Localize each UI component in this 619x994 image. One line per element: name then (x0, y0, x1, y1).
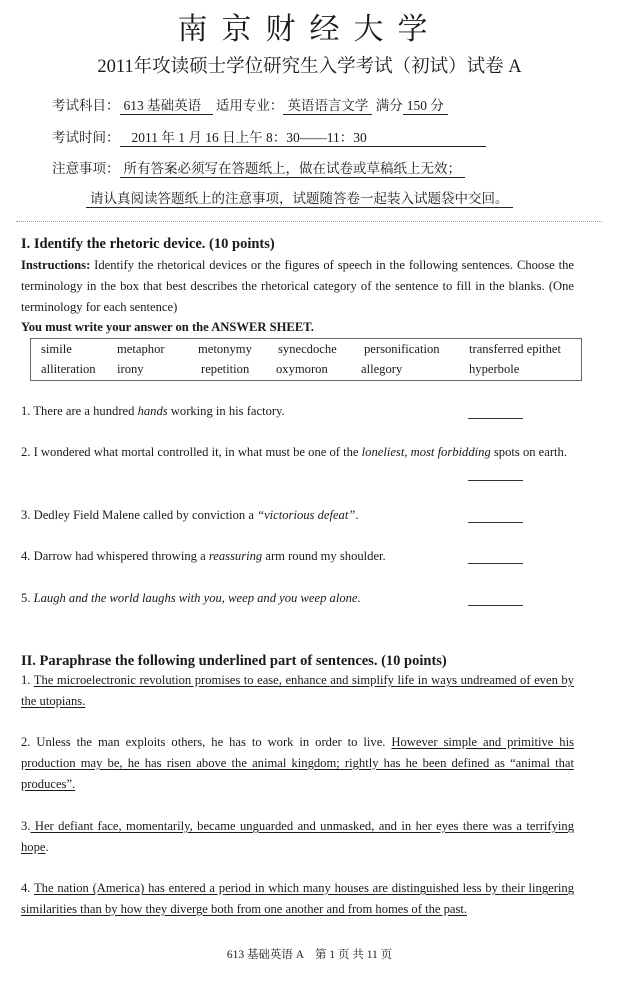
answer-sheet-note: You must write your answer on the ANSWER SHEET. (21, 320, 314, 334)
question-5: 5. Laugh and the world laughs with you, weep and you weep alone. (21, 591, 361, 605)
exam-title: 2011年攻读硕士学位研究生入学考试（初试）试卷 A (97, 57, 522, 77)
question-2: 2. I wondered what mortal controlled it, in what must be one of the loneliest, most forbidding spots on earth. (21, 445, 568, 459)
section2-heading: II. Paraphrase the following underlined part of sentences. (10 points) (21, 653, 447, 669)
subject-line (52, 94, 448, 115)
term: repetition (201, 362, 250, 376)
time-value: 2011 年 1 月 16 日上午 8：30——11：30 (120, 126, 486, 147)
question-1: 1. There are a hundred hands working in his factory. (21, 404, 285, 418)
score-value: 150 分 (403, 94, 448, 115)
page-footer: 613 基础英语 A 第 1 页 共 11 页 (226, 949, 393, 961)
paraphrase-2: 2. Unless the man exploits others, he has to work in order to live. However simple and primitive his production may be, he has risen above the animal kingdom; rightly has he been defined as “animal that produces”. (21, 735, 574, 791)
instructions-label: Instructions: (21, 258, 91, 272)
answer-blank-5 (468, 605, 523, 606)
time-line (52, 126, 486, 147)
subject-label: 考试科目： (52, 98, 120, 113)
university-name: 南京财经大学 (177, 12, 442, 47)
terminology-box (30, 338, 582, 381)
term: oxymoron (276, 362, 328, 376)
subject-value: 613 基础英语 (120, 94, 213, 115)
term: metaphor (117, 342, 165, 356)
section1-instructions (21, 255, 574, 317)
answer-blank-2 (468, 480, 523, 481)
time-label: 考试时间： (52, 130, 120, 145)
paraphrase-4: 4. The nation (America) has entered a period in which many houses are distinguished less by their lingering similarities than by how they diverge both from one another and from homes of the past. (21, 881, 574, 916)
term: irony (117, 362, 144, 376)
term: hyperbole (469, 362, 520, 376)
paraphrase-3: 3. Her defiant face, momentarily, became unguarded and unmasked, and in her eyes there was a terrifying hope. (21, 819, 574, 854)
term: allegory (361, 362, 403, 376)
note-1: 所有答案必须写在答题纸上，做在试卷或草稿纸上无效； (120, 157, 466, 178)
divider (16, 221, 602, 222)
score-label: 满分 (375, 98, 403, 113)
term: alliteration (41, 362, 96, 376)
note-2: 请认真阅读答题纸上的注意事项，试题随答卷一起装入试题袋中交回。 (86, 187, 513, 208)
major-label: 适用专业： (215, 98, 284, 113)
term: synecdoche (278, 342, 337, 356)
major-value: 英语语言文学 (283, 94, 372, 115)
answer-blank-1 (468, 418, 523, 419)
question-3: 3. Dedley Field Malene called by conviction a “victorious defeat”. (21, 508, 359, 522)
notes-label: 注意事项： (52, 161, 120, 176)
term: personification (364, 342, 440, 356)
answer-blank-3 (468, 522, 523, 523)
term: simile (41, 342, 72, 356)
answer-blank-4 (468, 563, 523, 564)
term: transferred epithet (469, 342, 561, 356)
section1-heading: I. Identify the rhetoric device. (10 points) (21, 236, 275, 252)
term: metonymy (198, 342, 252, 356)
notes-line-2 (86, 187, 513, 208)
paraphrase-1: 1. The microelectronic revolution promises to ease, enhance and simplify life in ways undreamed of even by the utopians. (21, 673, 574, 708)
question-4: 4. Darrow had whispered throwing a reassuring arm round my shoulder. (21, 549, 386, 563)
notes-line (52, 157, 465, 178)
instructions-text: Identify the rhetorical devices or the figures of speech in the following sentences. Choose the terminology in the box that best describes the rhetorical category of the sentence to fill in the blanks. (One terminology for each sentence) (21, 258, 574, 314)
